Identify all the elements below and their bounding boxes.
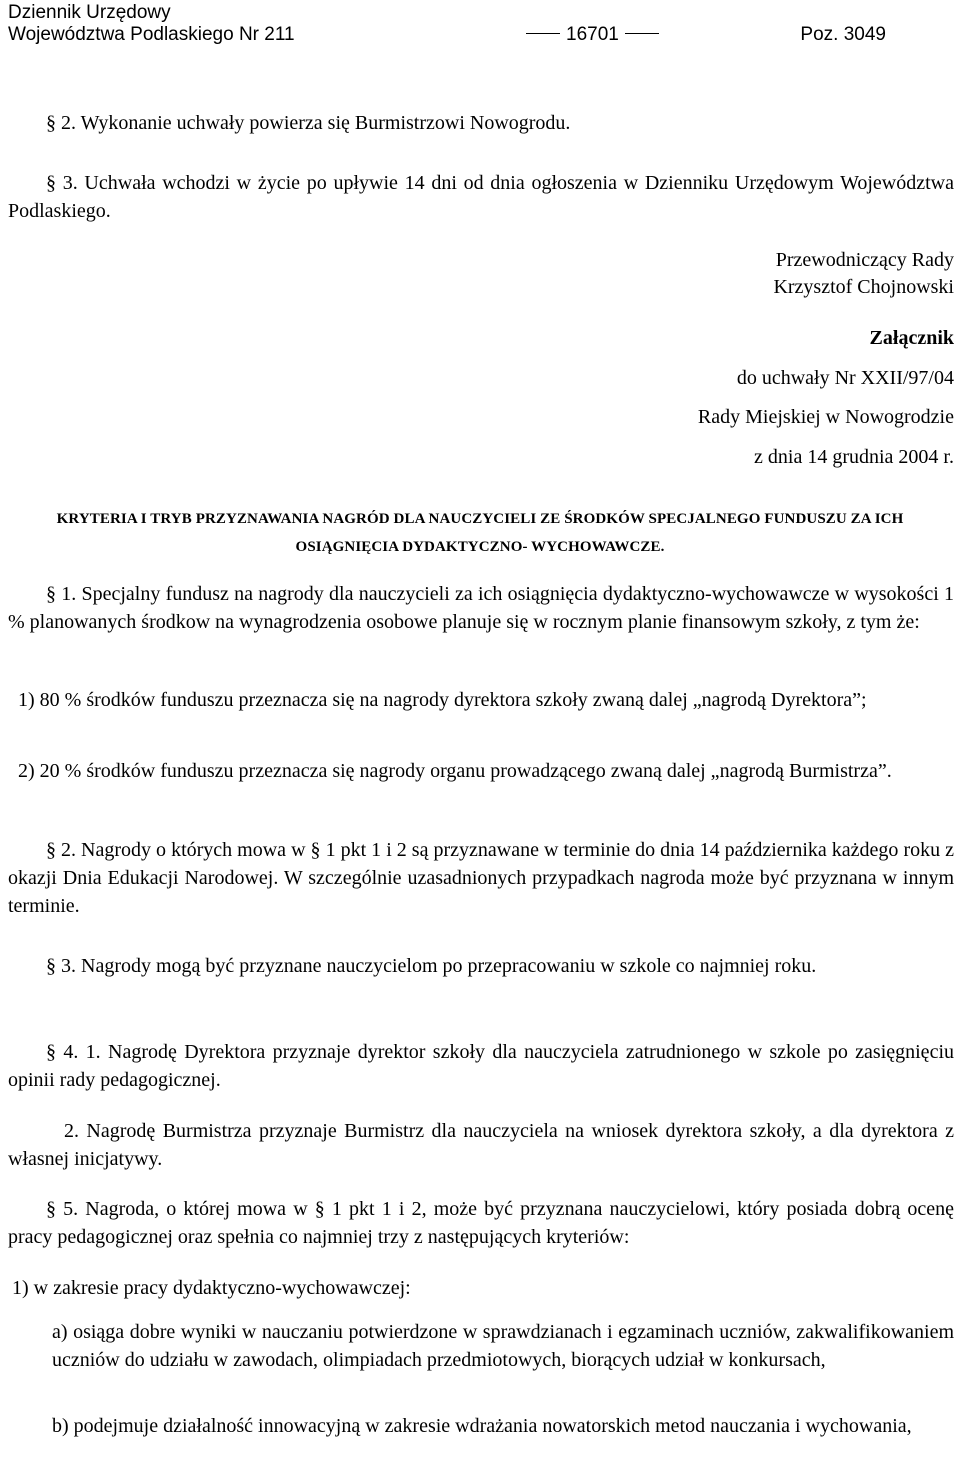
- section-1-point-1: [18, 686, 954, 714]
- page-number: 16701: [566, 24, 619, 45]
- section-1-point-1-text: 1) 80 % środków funduszu przeznacza się na nagrody dyrektora szkoły zwaną dalej „nagrodą Dyrektora”;: [18, 689, 867, 711]
- journal-subtitle: Województwa Podlaskiego Nr 211: [8, 24, 295, 45]
- journal-title: Dziennik Urzędowy: [8, 2, 171, 23]
- section-4-1: § 4. 1. Nagrodę Dyrektora przyznaje dyrektor szkoły dla nauczyciela zatrudnionego w szkole po zasięgnięciu opinii rady pedagogicznej.: [8, 1041, 954, 1091]
- section-4-2: 2. Nagrodę Burmistrza przyznaje Burmistrz dla nauczyciela na wniosek dyrektora szkoły, a dla dyrektora z własnej inicjatywy.: [8, 1120, 954, 1170]
- section-1: § 1. Specjalny fundusz na nagrody dla nauczycieli za ich osiągnięcia dydaktyczno-wychowawcze w wysokości 1 % planowanych środkow na wynagrodzenia osobowe planuje się w rocznym planie finansowym szkoły, z tym że:: [8, 583, 954, 633]
- annex-date: z dnia 14 grudnia 2004 r.: [754, 446, 954, 468]
- page-number-block: [520, 23, 665, 47]
- section-5-point-1-a: a) osiąga dobre wyniki w nauczaniu potwierdzone w sprawdzianach i egzaminach uczniów, zakwalifikowaniem uczniów do udziału w zawodach, olimpiadach przedmiotowych, biorących udział w konkursach,: [52, 1321, 954, 1371]
- section-2: § 2. Nagrody o których mowa w § 1 pkt 1 i 2 są przyznawane w terminie do dnia 14 października każdego roku z okazji Dnia Edukacji Narodowej. W szczególnie uzasadnionych przypadkach nagroda może być przyznana w innym terminie.: [8, 839, 954, 917]
- section-5: § 5. Nagroda, o której mowa w § 1 pkt 1 i 2, może być przyznana nauczycielowi, który posiada dobrą ocenę pracy pedagogicznej oraz spełnia co najmniej trzy z następujących kryteriów:: [8, 1198, 954, 1248]
- paragraph-2: § 2. Wykonanie uchwały powierza się Burmistrzowi Nowogrodu.: [46, 112, 571, 134]
- position-number: Poz. 3049: [800, 24, 886, 45]
- section-1-point-2-text: 2) 20 % środków funduszu przeznacza się nagrody organu prowadzącego zwaną dalej „nagrodą Burmistrza”.: [18, 760, 892, 782]
- section-3: § 3. Nagrody mogą być przyznane nauczycielom po przepracowaniu w szkole co najmniej roku.: [46, 955, 817, 977]
- annex-council: Rady Miejskiej w Nowogrodzie: [697, 406, 954, 428]
- section-1-point-2: [18, 757, 954, 785]
- annex-resolution: do uchwały Nr XXII/97/04: [736, 367, 954, 389]
- section-5-point-1-b: b) podejmuje działalność innowacyjną w zakresie wdrażania nowatorskich metod nauczania i wychowania,: [52, 1415, 912, 1437]
- section-5-point-1: 1) w zakresie pracy dydaktyczno-wychowawczej:: [12, 1277, 411, 1299]
- document-title: KRYTERIA I TRYB PRZYZNAWANIA NAGRÓD DLA NAUCZYCIELI ZE ŚRODKÓW SPECJALNEGO FUNDUSZU ZA ICH OSIĄGNIĘCIA DYDAKTYCZNO- WYCHOWAWCZE.: [56, 511, 904, 555]
- dash-right: [625, 33, 659, 34]
- signature-role: Przewodniczący Rady: [775, 249, 954, 271]
- dash-left: [526, 33, 560, 34]
- signature-name: Krzysztof Chojnowski: [773, 276, 954, 298]
- paragraph-3: § 3. Uchwała wchodzi w życie po upływie 14 dni od dnia ogłoszenia w Dzienniku Urzędowym Województwa Podlaskiego.: [8, 172, 954, 222]
- annex-title: Załącznik: [869, 327, 954, 349]
